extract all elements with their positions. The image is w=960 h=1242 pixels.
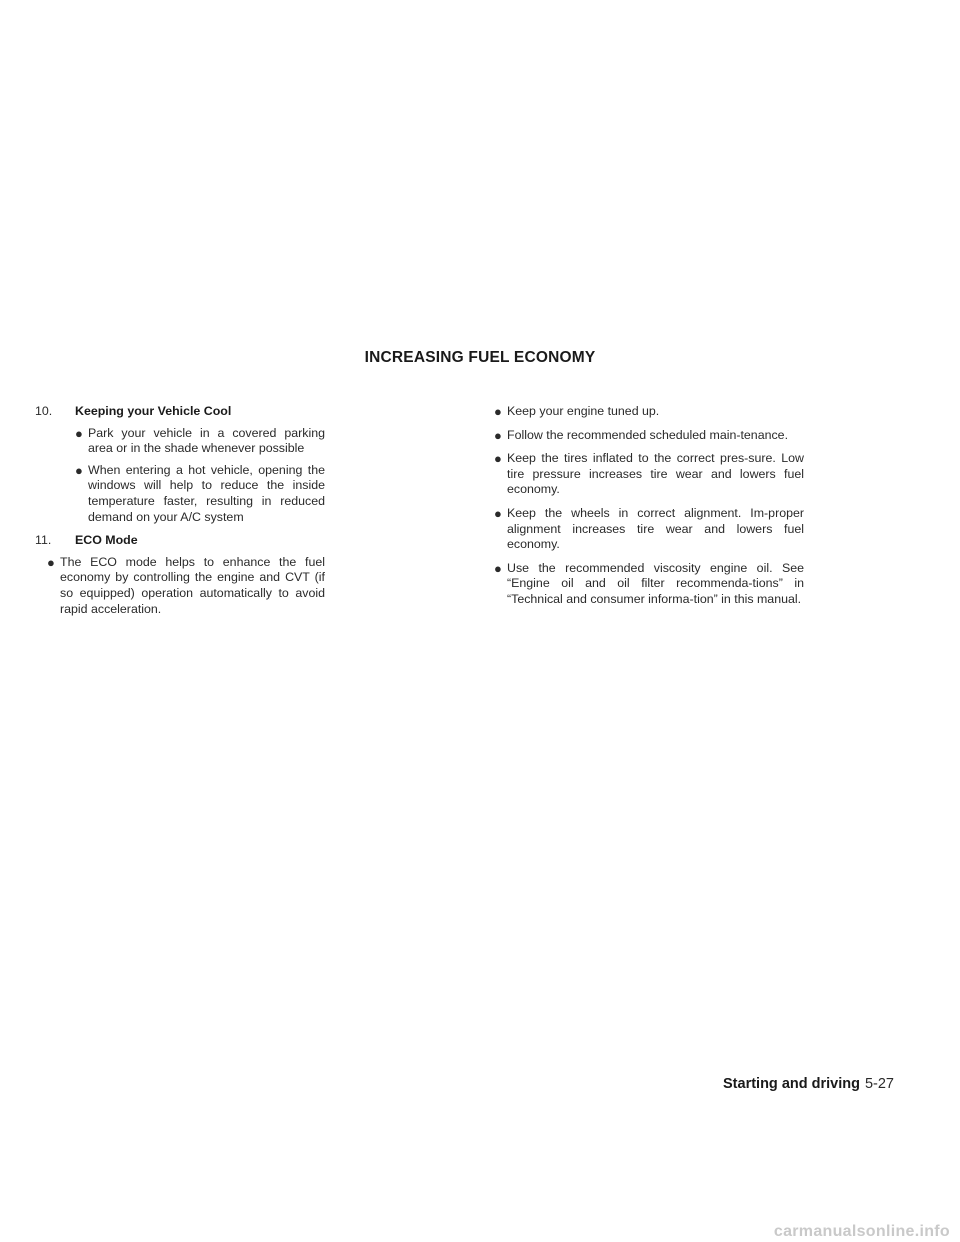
- bullet-icon: ●: [494, 427, 502, 443]
- bullet-item: ● The ECO mode helps to enhance the fuel economy by controlling the engine and CVT (if so equipped) operation automatically to avoid rapid acceleration.: [47, 554, 325, 616]
- list-item-10: [35, 404, 325, 525]
- bullet-item: ● Use the recommended viscosity engine oil. See “Engine oil and oil filter recommenda-tions” in “Technical and consumer informa-tion” in this manual.: [494, 560, 804, 606]
- item-title: Keeping your Vehicle Cool: [75, 404, 232, 418]
- footer-chapter: Starting and driving: [723, 1076, 860, 1092]
- list-item-11: [35, 533, 325, 617]
- bullet-icon: ●: [75, 462, 83, 478]
- section-heading: INCREASING FUEL ECONOMY: [364, 349, 596, 366]
- bullet-item: ● Park your vehicle in a covered parking area or in the shade whenever possible: [75, 425, 325, 456]
- left-column: [35, 404, 325, 619]
- bullet-item: ● Keep the wheels in correct alignment. Im-proper alignment increases tire wear and lowers fuel economy.: [494, 505, 804, 552]
- bullet-icon: ●: [494, 560, 502, 576]
- item-number: 10.: [35, 404, 53, 418]
- bullet-icon: ●: [494, 505, 502, 521]
- page-number: 5-27: [864, 1076, 894, 1092]
- bullet-icon: ●: [75, 425, 83, 441]
- bullet-item: ● Keep the tires inflated to the correct pres-sure. Low tire pressure increases tire wear and lowers fuel economy.: [494, 451, 804, 497]
- item-title: ECO Mode: [75, 533, 138, 548]
- bullet-icon: ●: [494, 451, 502, 467]
- bullet-icon: ●: [494, 404, 502, 419]
- bullet-item: ● When entering a hot vehicle, opening the windows will help to reduce the inside temperature faster, resulting in reduced demand on your A/C system: [75, 462, 325, 524]
- bullet-icon: ●: [47, 554, 55, 570]
- bullet-item: ● Follow the recommended scheduled main-tenance.: [494, 427, 789, 443]
- item-number: 11.: [35, 533, 52, 548]
- watermark: carmanualsonline.info: [773, 1223, 950, 1240]
- right-column: [494, 404, 804, 616]
- bullet-item: ● Keep your engine tuned up.: [494, 404, 660, 419]
- page-footer: [723, 1076, 894, 1092]
